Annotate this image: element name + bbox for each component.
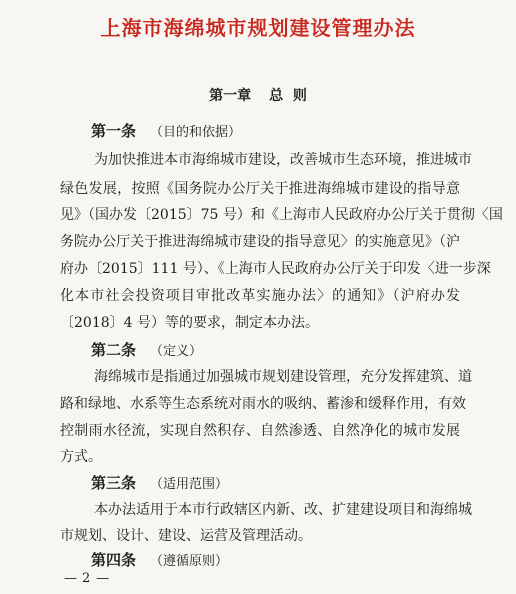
paragraph-line: 本办法适用于本市行政辖区内新、改、扩建建设项目和海绵城 (94, 502, 472, 518)
chapter-number: 第一章 (209, 88, 252, 104)
article-heading (91, 473, 228, 495)
paragraph-line: 路和绿地、水系等生态系统对雨水的吸纳、蓄渗和缓释作用，有效 (60, 396, 466, 412)
paragraph-line: 府办〔2015〕111 号）、《上海市人民政府办公厅关于印发〈进一步深 (60, 261, 491, 277)
paragraph-line: 绿色发展，按照《国务院办公厅关于推进海绵城市建设的指导意 (60, 181, 460, 197)
paragraph-line: 方式。 (60, 449, 102, 465)
paragraph-line: 市规划、设计、建设、运营及管理活动。 (60, 528, 312, 544)
article-topic: （适用范围） (150, 477, 229, 492)
page-number-dash: — (64, 571, 76, 586)
page-number-value: 2 (82, 571, 91, 586)
paragraph-line: 务院办公厅关于推进海绵城市建设的指导意见〉的实施意见》（沪 (60, 234, 460, 250)
paragraph-line: 化本市社会投资项目审批改革实施办法〉的通知》（沪府办发 (60, 288, 460, 304)
article-topic: （遵循原则） (150, 554, 229, 569)
article-number: 第二条 (91, 341, 137, 359)
paragraph-line: 〔2018〕4 号）等的要求，制定本办法。 (60, 315, 319, 331)
article-number: 第三条 (91, 474, 137, 492)
page-number-dash: — (96, 571, 109, 586)
document-title: 上海市海绵城市规划建设管理办法 (100, 16, 416, 40)
paragraph-line: 控制雨水径流，实现自然积存、自然渗透、自然净化的城市发展 (60, 423, 460, 439)
article-number: 第一条 (91, 122, 137, 140)
paragraph-line: 为加快推进本市海绵城市建设，改善城市生态环境，推进城市 (94, 152, 472, 168)
article-heading (91, 121, 241, 143)
page-number (64, 570, 108, 588)
article-number: 第四条 (91, 551, 137, 569)
article-topic: （目的和依据） (150, 125, 242, 140)
article-heading (91, 550, 228, 572)
paragraph-line: 海绵城市是指通过加强城市规划建设管理，充分发挥建筑、道 (94, 369, 472, 385)
article-heading (91, 340, 202, 362)
article-topic: （定义） (150, 344, 203, 359)
chapter-heading (0, 86, 516, 106)
chapter-name: 总 则 (269, 88, 307, 104)
paragraph-line: 见》（国办发〔2015〕75 号）和《上海市人民政府办公厅关于贯彻〈国 (60, 207, 503, 223)
